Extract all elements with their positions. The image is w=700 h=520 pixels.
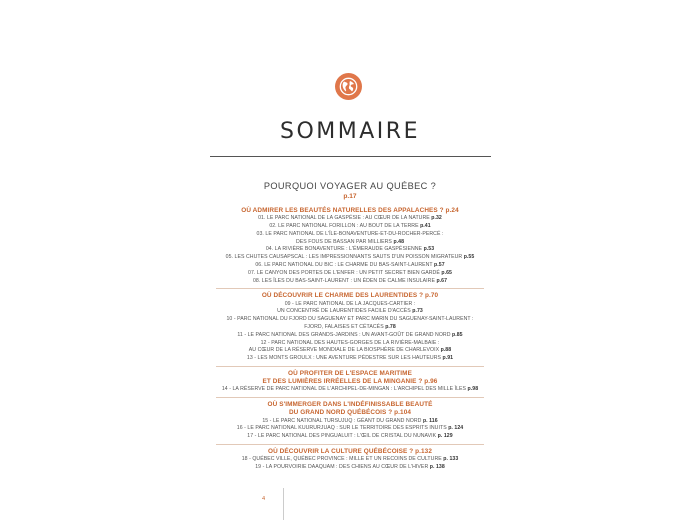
toc-entry-text: 12 - PARC NATIONAL DES HAUTES-GORGES DE LA RIVIÈRE-MALBAIE : [260, 339, 440, 346]
toc-entry-page: p.88 [440, 347, 452, 354]
toc-entry[interactable] [180, 262, 520, 270]
toc-entry-text: 08. LES ÎLES DU BAS-SAINT-LAURENT : UN ÉDEN DE CALME INSULAIRE [252, 277, 435, 284]
toc-entry-page: p.78 [385, 323, 396, 330]
section-heading[interactable]: DU GRAND NORD QUÉBÉCOIS ? p.104 [288, 409, 412, 417]
section-divider [216, 397, 484, 398]
toc-entry-page: p. 124 [448, 425, 464, 432]
toc-entry[interactable] [180, 347, 520, 355]
toc-entry-text: 11 - LE PARC NATIONAL DES GRANDS-JARDINS : UN AVANT-GOÛT DE GRAND NORD [237, 331, 451, 338]
toc-entry[interactable] [180, 316, 520, 324]
toc-entry-page: p. 138 [429, 463, 445, 470]
toc-entry-page: p.67 [436, 277, 448, 284]
intro-title: POURQUOI VOYAGER AU QUÉBEC ? [263, 181, 437, 191]
toc-entry[interactable] [180, 231, 520, 239]
section-heading[interactable]: OÙ DÉCOUVRIR LA CULTURE QUÉBÉCOISE ? p.132 [268, 447, 432, 455]
toc-entry-text: 04. LA RIVIÈRE BONAVENTURE : L'ÉMERAUDE GASPÉSIENNE [265, 246, 423, 253]
toc-entry[interactable] [180, 464, 520, 472]
toc-entry-text: AU CŒUR DE LA RÉSERVE MONDIALE DE LA BIOSPHÈRE DE CHARLEVOIX [248, 347, 440, 354]
toc-entry[interactable] [180, 215, 520, 223]
toc-entry[interactable] [180, 418, 520, 426]
toc-entry-page: p.48 [393, 238, 405, 245]
toc-entry-text: 13 - LES MONTS GROULX : UNE AVENTURE PÉDESTRE SUR LES HAUTEURS [246, 355, 442, 362]
toc-entry-page: p.32 [431, 215, 442, 222]
toc-entry-page: p. 133 [443, 456, 459, 463]
toc-section [180, 292, 520, 363]
section-divider [216, 444, 484, 445]
toc-entry[interactable] [180, 456, 520, 464]
toc-entry[interactable] [180, 270, 520, 278]
toc-section [180, 207, 520, 285]
toc-entry-page: p.53 [423, 246, 435, 253]
section-heading[interactable]: OÙ S'IMMERGER DANS L'INDÉFINISSABLE BEAUTÉ [267, 401, 433, 409]
section-heading[interactable]: OÙ DÉCOUVRIR LE CHARME DES LAURENTIDES ? p.70 [261, 292, 439, 300]
toc-entry-page: p.55 [463, 254, 475, 261]
page-title: SOMMAIRE [280, 119, 420, 144]
toc-entry-text: 05. LES CHUTES CAUSAPSCAL : LES IMPRESSIONNANTS SAUTS D'UN POISSON MIGRATEUR [225, 254, 463, 261]
toc-entry-text: 06. LE PARC NATIONAL DU BIC : LE CHARME DU BAS-SAINT-LAURENT [255, 261, 433, 268]
toc-sections [180, 207, 520, 472]
toc-entry[interactable] [180, 278, 520, 286]
toc-entry[interactable] [180, 246, 520, 254]
toc-entry-page: p.85 [452, 331, 463, 338]
section-heading[interactable]: OÙ PROFITER DE L'ESPACE MARITIME [288, 369, 412, 377]
toc-entry[interactable] [180, 425, 520, 433]
toc-entry-text: 14 - LA RÉSERVE DE PARC NATIONAL DE L'ARCHIPEL-DE-MINGAN : L'ARCHIPEL DES MILLE ÎLES [221, 386, 467, 393]
toc-entry-text: 15 - LE PARC NATIONAL TURSUJUQ : GÉANT DU GRAND NORD [262, 417, 422, 424]
toc-entry-text: 16 - LE PARC NATIONAL KUURURJUAQ : SUR LE TERRITOIRE DES ESPRITS INUITS [236, 425, 447, 432]
toc-entry-text: DES FOUS DE BASSAN PAR MILLIERS [295, 238, 392, 245]
toc-entry[interactable] [180, 433, 520, 441]
globe-icon [335, 73, 362, 100]
toc-entry-text: 09 - LE PARC NATIONAL DE LA JACQUES-CARTIER : [284, 300, 416, 307]
toc-entry-page: p.57 [434, 261, 445, 268]
table-of-contents [180, 181, 520, 475]
toc-entry-text: 07. LE CANYON DES PORTES DE L'ENFER : UN PETIT SECRET BIEN GARDÉ [248, 269, 440, 276]
section-divider [216, 366, 484, 367]
page-number: 4 [262, 496, 266, 502]
toc-entry-text: 19 - LA POURVOIRIE DAAQUAM : DES CHIENS AU CŒUR DE L'HIVER [255, 463, 429, 470]
toc-entry-text: 18 - QUÉBEC VILLE, QUÉBEC PROVINCE : MILLE ET UN RECOINS DE CULTURE [241, 456, 442, 463]
toc-entry[interactable] [180, 254, 520, 262]
section-heading[interactable]: ET DES LUMIÈRES IRRÉELLES DE LA MINGANIE ? p.96 [262, 378, 438, 386]
toc-entry-text: 17 - LE PARC NATIONAL DES PINGUALUIT : L'ŒIL DE CRISTAL DU NUNAVIK [247, 433, 437, 440]
title-divider [210, 156, 491, 157]
toc-section [180, 401, 520, 441]
section-heading[interactable]: OÙ ADMIRER LES BEAUTÉS NATURELLES DES APPALACHES ? p.24 [241, 207, 459, 214]
toc-entry-page: p.98 [467, 386, 479, 393]
toc-entry[interactable] [180, 308, 520, 316]
toc-entry[interactable] [180, 324, 520, 332]
toc-entry-text: FJORD, FALAISES ET CÉTACÉS [304, 323, 384, 330]
toc-entry-text: 10 - PARC NATIONAL DU FJORD DU SAGUENAY ET PARC MARIN DU SAGUENAY-SAINT-LAURENT : [226, 316, 474, 323]
page-gutter-line [283, 488, 284, 520]
toc-entry-text: 03. LE PARC NATIONAL DE L'ÎLE-BONAVENTURE-ET-DU-ROCHER-PERCÉ : [256, 230, 444, 237]
toc-entry[interactable] [180, 223, 520, 231]
intro-page: p.17 [343, 193, 357, 200]
toc-section [180, 370, 520, 394]
toc-entry-page: p.91 [442, 355, 454, 362]
toc-entry-page: p.41 [420, 223, 431, 229]
toc-entry-text: UN CONCENTRÉ DE LAURENTIDES FACILE D'ACCÈS [277, 308, 411, 315]
toc-entry-page: p.73 [412, 308, 423, 315]
toc-section [180, 448, 520, 472]
toc-entry-text: 02. LE PARC NATIONAL FORILLON : AU BOUT DE LA TERRE [269, 223, 419, 229]
toc-entry-page: p.65 [441, 269, 452, 276]
toc-entry-page: p. 116 [422, 417, 438, 424]
toc-entry[interactable] [180, 332, 520, 340]
toc-entry-text: 01. LE PARC NATIONAL DE LA GASPÉSIE : AU CŒUR DE LA NATURE [258, 215, 430, 222]
toc-entry-page: p. 129 [437, 433, 453, 440]
toc-entry[interactable] [180, 386, 520, 394]
toc-entry[interactable] [180, 355, 520, 363]
section-divider [216, 288, 484, 289]
